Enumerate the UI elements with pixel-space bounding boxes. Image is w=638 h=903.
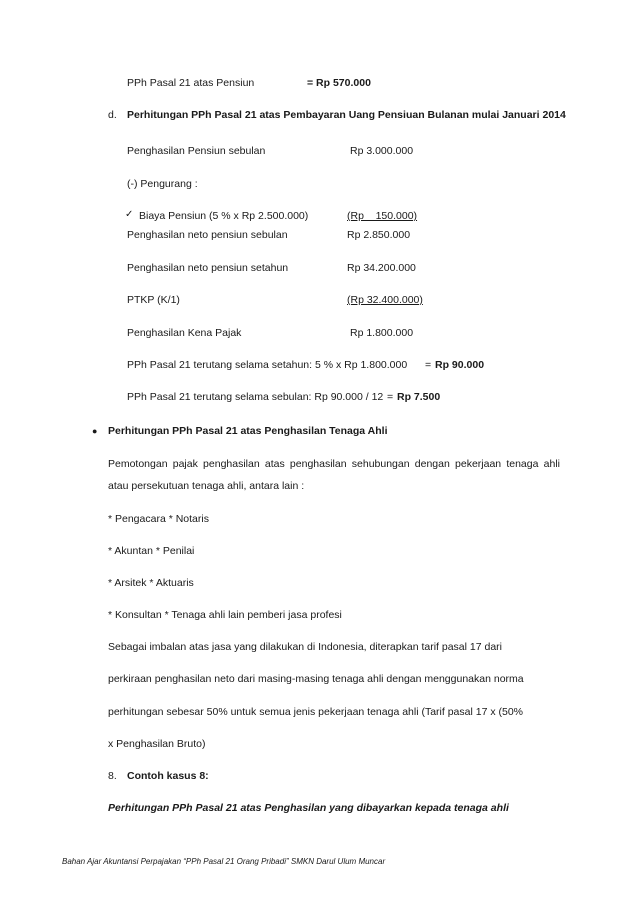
expert-item-accountant: * Akuntan * Penilai xyxy=(108,545,195,557)
case-number: 8. xyxy=(108,770,117,782)
pension-cost-value: (Rp 150.000) xyxy=(347,210,418,222)
tax-yearly-value: Rp 90.000 xyxy=(435,359,485,371)
taxable-value: Rp 1.800.000 xyxy=(350,327,414,339)
expert-section-title: Perhitungan PPh Pasal 21 atas Penghasilan Tenaga Ahli xyxy=(108,425,388,437)
expert-item-lawyer: * Pengacara * Notaris xyxy=(108,513,209,525)
net-monthly-label: Penghasilan neto pensiun sebulan xyxy=(127,229,288,241)
tax-monthly-eq: = xyxy=(387,391,394,403)
expert-line-4: x Penghasilan Bruto) xyxy=(108,738,206,750)
deduction-heading: (-) Pengurang : xyxy=(127,178,198,190)
pension-tax-value: = Rp 570.000 xyxy=(307,77,371,89)
monthly-pension-value: Rp 3.000.000 xyxy=(350,145,414,157)
expert-line-3: perhitungan sebesar 50% untuk semua jenis pekerjaan tenaga ahli (Tarif pasal 17 x (50% xyxy=(108,706,524,718)
pension-cost-label: Biaya Pensiun (5 % x Rp 2.500.000) xyxy=(139,210,309,222)
section-d-title: Perhitungan PPh Pasal 21 atas Pembayaran Uang Pensiuan Bulanan mulai Januari 2014 xyxy=(127,109,566,121)
expert-line-1: Sebagai imbalan atas jasa yang dilakukan di Indonesia, diterapkan tarif pasal 17 dari xyxy=(108,641,503,653)
net-yearly-value: Rp 34.200.000 xyxy=(347,262,416,274)
tax-monthly-value: Rp 7.500 xyxy=(397,391,441,403)
check-icon: ✓ xyxy=(125,209,134,220)
tax-yearly-label: PPh Pasal 21 terutang selama setahun: 5 % x Rp 1.800.000 xyxy=(127,359,408,371)
tax-monthly-label: PPh Pasal 21 terutang selama sebulan: Rp 90.000 / 12 xyxy=(127,391,384,403)
case-label: Contoh kasus 8: xyxy=(127,770,209,782)
expert-para-line2: atau persekutuan tenaga ahli, antara lain : xyxy=(108,480,305,492)
net-yearly-label: Penghasilan neto pensiun setahun xyxy=(127,262,289,274)
section-d-marker: d. xyxy=(108,109,117,121)
expert-para-line1: Pemotongan pajak penghasilan atas penghasilan sehubungan dengan pekerjaan tenaga ahli xyxy=(108,458,560,470)
bullet-icon: ● xyxy=(92,426,98,436)
case-title: Perhitungan PPh Pasal 21 atas Penghasilan yang dibayarkan kepada tenaga ahli xyxy=(108,802,509,814)
expert-line-2: perkiraan penghasilan neto dari masing-masing tenaga ahli dengan menggunakan norma xyxy=(108,673,524,685)
taxable-label: Penghasilan Kena Pajak xyxy=(127,327,242,339)
expert-item-architect: * Arsitek * Aktuaris xyxy=(108,577,194,589)
net-monthly-value: Rp 2.850.000 xyxy=(347,229,411,241)
page-footer: Bahan Ajar Akuntansi Perpajakan “PPh Pasal 21 Orang Pribadi” SMKN Darul Ulum Muncar xyxy=(62,857,386,866)
expert-item-consultant: * Konsultan * Tenaga ahli lain pemberi jasa profesi xyxy=(108,609,342,621)
ptkp-value: (Rp 32.400.000) xyxy=(347,294,423,306)
tax-yearly-eq: = xyxy=(425,359,432,371)
ptkp-label: PTKP (K/1) xyxy=(127,294,180,306)
pension-tax-label: PPh Pasal 21 atas Pensiun xyxy=(127,77,255,89)
monthly-pension-label: Penghasilan Pensiun sebulan xyxy=(127,145,266,157)
